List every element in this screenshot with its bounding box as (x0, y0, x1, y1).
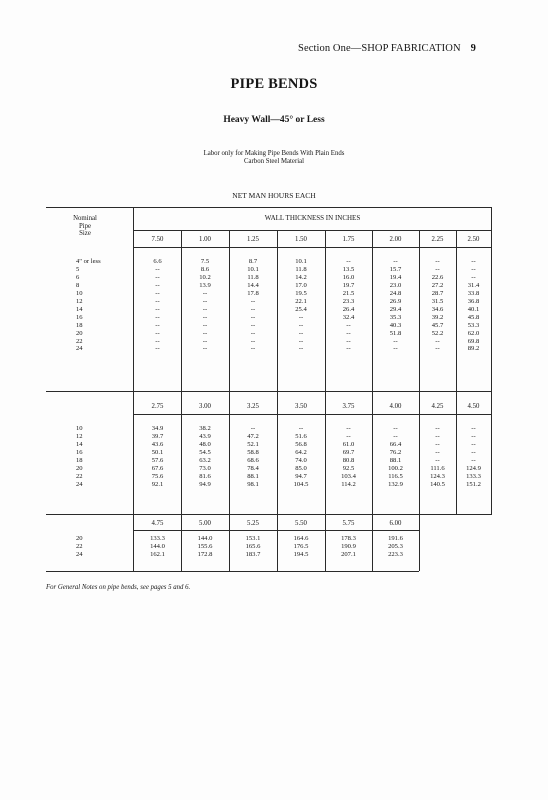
table-rule (134, 247, 491, 248)
man-hours-cell: 32.4 (342, 313, 355, 321)
man-hours-cell: 124.3 (430, 472, 445, 480)
man-hours-cell: 10.2 (199, 273, 211, 281)
page-title: PIPE BENDS (230, 76, 318, 92)
man-hours-cell: 207.1 (341, 550, 356, 558)
man-hours-cell: -- (202, 345, 208, 353)
man-hours-cell: 14.2 (295, 273, 307, 281)
table-rule (134, 230, 491, 231)
thickness-header: 1.50 (295, 236, 307, 243)
thickness-header: 3.75 (342, 403, 355, 410)
pipe-size-cell: 10 (76, 425, 83, 432)
man-hours-cell: 191.6 (388, 535, 403, 542)
man-hours-cell: 23.0 (389, 281, 402, 289)
man-hours-cell: 103.4 (341, 472, 356, 480)
man-hours-cell: 45.8 (467, 313, 480, 321)
thickness-header: 4.00 (389, 403, 402, 410)
man-hours-cell: -- (435, 265, 440, 273)
man-hours-cell: 40.1 (467, 305, 480, 313)
man-hours-cell: -- (393, 345, 398, 353)
man-hours-cell: -- (155, 273, 160, 281)
man-hours-cell: 153.1 (245, 535, 261, 542)
man-hours-cell: -- (393, 258, 398, 265)
man-hours-cell: 61.0 (342, 440, 355, 448)
description-line: Labor only for Making Pipe Bends With Plain Ends (203, 150, 345, 157)
man-hours-cell: -- (155, 321, 160, 329)
man-hours-cell: -- (435, 448, 440, 456)
man-hours-cell: 11.8 (247, 273, 259, 281)
man-hours-cell: 52.1 (247, 440, 259, 448)
man-hours-cell: 25.4 (295, 305, 307, 313)
pipe-size-cell: 22 (76, 472, 83, 480)
man-hours-cell: 69.8 (467, 337, 480, 345)
man-hours-cell: -- (250, 425, 256, 432)
thickness-header: 2.75 (151, 403, 164, 410)
man-hours-cell: -- (250, 321, 256, 329)
man-hours-cell: 10.1 (247, 265, 259, 273)
pipe-size-cell: 22 (76, 542, 83, 550)
man-hours-cell: 35.3 (389, 313, 402, 321)
man-hours-cell: 53.3 (467, 321, 480, 329)
man-hours-cell: 111.6 (430, 464, 445, 472)
thickness-header: 4.75 (151, 520, 164, 527)
man-hours-cell: 67.6 (151, 464, 164, 472)
man-hours-cell: 40.3 (389, 321, 402, 329)
man-hours-cell: 205.3 (388, 542, 403, 550)
thickness-header: 2.25 (431, 236, 444, 243)
man-hours-cell: 190.9 (341, 542, 356, 550)
man-hours-cell: -- (155, 345, 160, 353)
man-hours-cell: -- (298, 313, 304, 321)
table-rule (46, 571, 419, 572)
man-hours-cell: 92.5 (342, 464, 355, 472)
pipe-size-cell: 16 (76, 313, 83, 321)
man-hours-cell: -- (435, 432, 440, 440)
man-hours-cell: 33.8 (467, 289, 480, 297)
man-hours-cell: 88.1 (389, 456, 402, 464)
man-hours-cell: -- (346, 432, 351, 440)
man-hours-cell: 78.4 (247, 464, 259, 472)
man-hours-cell: -- (471, 265, 476, 273)
man-hours-cell: 36.8 (467, 297, 480, 305)
thickness-header: 5.00 (199, 520, 211, 527)
man-hours-cell: 62.0 (467, 329, 480, 337)
header-line: Pipe (78, 222, 92, 230)
thickness-header: 2.00 (389, 236, 402, 243)
man-hours-cell: -- (298, 345, 304, 353)
man-hours-cell: 11.8 (295, 265, 307, 273)
man-hours-cell: 24.8 (389, 289, 402, 297)
man-hours-cell: -- (393, 337, 398, 345)
table-title: NET MAN HOURS EACH (232, 191, 316, 200)
man-hours-cell: 172.8 (197, 550, 213, 558)
man-hours-cell: 76.2 (389, 448, 402, 456)
man-hours-cell: -- (435, 456, 440, 464)
man-hours-cell: -- (471, 432, 476, 440)
man-hours-cell: -- (250, 337, 256, 345)
man-hours-cell: 63.2 (199, 456, 211, 464)
man-hours-cell: -- (202, 289, 208, 297)
man-hours-cell: -- (250, 345, 256, 353)
pipe-size-cell: 5 (76, 265, 80, 273)
pipe-size-cell: 24 (76, 345, 83, 353)
man-hours-cell: 43.9 (199, 432, 211, 440)
man-hours-cell: 27.2 (431, 281, 444, 289)
pipe-size-cell: 12 (76, 297, 83, 305)
man-hours-cell: 132.9 (388, 480, 403, 488)
man-hours-cell: -- (346, 329, 351, 337)
man-hours-cell: 80.8 (342, 456, 355, 464)
pipe-size-cell: 20 (76, 329, 83, 337)
thickness-header: 3.00 (199, 403, 211, 410)
man-hours-cell: 94.7 (295, 472, 307, 480)
man-hours-cell: 56.8 (295, 440, 307, 448)
man-hours-cell: 7.5 (200, 258, 210, 265)
man-hours-cell: 144.0 (197, 535, 213, 542)
pipe-size-cell: 8 (76, 281, 80, 289)
man-hours-cell: 58.8 (247, 448, 259, 456)
man-hours-cell: 54.5 (199, 448, 211, 456)
man-hours-cell: 98.1 (247, 480, 259, 488)
man-hours-cell: -- (298, 329, 304, 337)
man-hours-cell: -- (471, 440, 476, 448)
thickness-header: 6.00 (389, 520, 402, 527)
man-hours-cell: -- (435, 258, 440, 265)
pipe-size-cell: 16 (76, 448, 83, 456)
man-hours-cell: 8.6 (200, 265, 210, 273)
man-hours-cell: -- (202, 313, 208, 321)
pipe-size-cell: 4" or less (76, 258, 101, 265)
man-hours-cell: 21.5 (342, 289, 355, 297)
thickness-header: 7.50 (151, 236, 164, 243)
man-hours-cell: 22.1 (295, 297, 307, 305)
man-hours-cell: 57.6 (151, 456, 164, 464)
man-hours-cell: 114.2 (341, 480, 356, 488)
man-hours-cell: -- (155, 297, 160, 305)
table-rule (46, 207, 491, 208)
man-hours-cell: -- (298, 337, 304, 345)
man-hours-cell: -- (250, 329, 256, 337)
man-hours-cell: 178.3 (341, 535, 356, 542)
section-title: Section One—SHOP FABRICATION (298, 43, 461, 54)
man-hours-cell: 223.3 (388, 550, 403, 558)
man-hours-cell: 116.5 (388, 472, 403, 480)
man-hours-cell: -- (471, 258, 476, 265)
man-hours-cell: 68.6 (247, 456, 259, 464)
man-hours-cell: 31.4 (467, 281, 480, 289)
pipe-size-cell: 24 (76, 550, 83, 558)
man-hours-cell: 66.4 (389, 440, 402, 448)
man-hours-cell: 14.4 (247, 281, 259, 289)
man-hours-cell: 19.7 (342, 281, 355, 289)
thickness-header: 4.25 (431, 403, 444, 410)
man-hours-cell: 92.1 (151, 480, 164, 488)
man-hours-cell: 183.7 (245, 550, 261, 558)
nominal-pipe-size-header (50, 215, 120, 238)
pipe-size-cell: 14 (76, 440, 83, 448)
man-hours-cell: -- (250, 313, 256, 321)
man-hours-cell: 73.0 (199, 464, 211, 472)
thickness-header: 4.50 (467, 403, 480, 410)
man-hours-cell: -- (202, 321, 208, 329)
man-hours-cell: -- (346, 321, 351, 329)
man-hours-cell: -- (202, 337, 208, 345)
man-hours-cell: -- (298, 321, 304, 329)
running-header (298, 43, 476, 54)
man-hours-cell: 81.6 (199, 472, 211, 480)
man-hours-cell: 88.1 (247, 472, 259, 480)
man-hours-cell: 10.1 (295, 258, 307, 265)
thickness-header: 3.50 (295, 403, 307, 410)
man-hours-cell: 16.0 (342, 273, 355, 281)
table-rule (46, 391, 491, 392)
pipe-size-cell: 6 (76, 273, 80, 281)
man-hours-cell: 6.6 (153, 258, 162, 265)
man-hours-cell: -- (155, 313, 160, 321)
man-hours-cell: 75.6 (151, 472, 164, 480)
man-hours-cell: -- (471, 273, 476, 281)
man-hours-cell: 74.0 (295, 456, 307, 464)
man-hours-cell: -- (202, 297, 208, 305)
man-hours-cell: 13.5 (342, 265, 355, 273)
man-hours-cell: 51.6 (295, 432, 307, 440)
man-hours-cell: 51.8 (389, 329, 402, 337)
header-line: Nominal (73, 215, 97, 222)
man-hours-cell: 52.2 (431, 329, 444, 337)
man-hours-cell: -- (298, 425, 304, 432)
man-hours-cell: 124.9 (466, 464, 481, 472)
man-hours-cell: 15.7 (389, 265, 402, 273)
man-hours-cell: 133.3 (150, 535, 165, 542)
thickness-header: 1.25 (247, 236, 259, 243)
man-hours-cell: 165.6 (245, 542, 261, 550)
man-hours-cell: -- (435, 337, 440, 345)
man-hours-cell: -- (346, 425, 351, 432)
man-hours-cell: 100.2 (388, 464, 403, 472)
man-hours-cell: 48.0 (199, 440, 211, 448)
man-hours-cell: 155.6 (197, 542, 213, 550)
man-hours-cell: -- (346, 337, 351, 345)
man-hours-cell: 28.7 (431, 289, 444, 297)
description-line: Carbon Steel Material (243, 158, 305, 165)
man-hours-cell: 47.2 (247, 432, 259, 440)
man-hours-cell: -- (471, 456, 476, 464)
man-hours-cell: 43.6 (151, 440, 164, 448)
man-hours-cell: 39.7 (151, 432, 164, 440)
man-hours-cell: -- (202, 329, 208, 337)
table-rule (491, 207, 492, 515)
wall-thickness-header: WALL THICKNESS IN INCHES (264, 214, 361, 222)
man-hours-cell: 19.4 (389, 273, 402, 281)
man-hours-cell: 22.6 (431, 273, 444, 281)
man-hours-cell: 162.1 (150, 550, 165, 558)
pipe-size-cell: 22 (76, 337, 83, 345)
man-hours-cell: 39.2 (431, 313, 444, 321)
man-hours-cell: 69.7 (342, 448, 355, 456)
man-hours-cell: 19.5 (295, 289, 307, 297)
man-hours-cell: 34.9 (151, 425, 164, 432)
thickness-header: 1.75 (342, 236, 355, 243)
man-hours-cell: 26.9 (389, 297, 402, 305)
man-hours-cell: -- (435, 440, 440, 448)
thickness-header: 1.00 (199, 236, 211, 243)
thickness-header: 5.75 (342, 520, 355, 527)
man-hours-cell: 26.4 (342, 305, 355, 313)
man-hours-cell: 31.5 (431, 297, 444, 305)
man-hours-cell: 151.2 (466, 480, 481, 488)
pipe-size-cell: 18 (76, 456, 83, 464)
pipe-size-cell: 20 (76, 535, 83, 542)
man-hours-cell: -- (393, 432, 398, 440)
man-hours-cell: 38.2 (199, 425, 211, 432)
man-hours-cell: -- (250, 297, 256, 305)
man-hours-cell: 194.5 (293, 550, 309, 558)
man-hours-cell: -- (471, 425, 476, 432)
man-hours-cell: -- (202, 305, 208, 313)
man-hours-cell: -- (155, 265, 160, 273)
man-hours-cell: -- (155, 305, 160, 313)
man-hours-cell: -- (393, 425, 398, 432)
man-hours-cell: -- (435, 425, 440, 432)
thickness-header: 5.25 (247, 520, 259, 527)
page-number: 9 (470, 43, 476, 54)
pipe-size-cell: 12 (76, 432, 83, 440)
man-hours-cell: 144.0 (150, 542, 165, 550)
man-hours-cell: -- (250, 305, 256, 313)
pipe-size-cell: 14 (76, 305, 83, 313)
table-rule (134, 414, 491, 415)
pipe-size-cell: 20 (76, 464, 83, 472)
man-hours-cell: -- (155, 329, 160, 337)
man-hours-cell: 45.7 (431, 321, 444, 329)
man-hours-cell: 164.6 (293, 535, 309, 542)
man-hours-cell: 133.3 (466, 472, 481, 480)
man-hours-cell: -- (435, 345, 440, 353)
pipe-size-cell: 24 (76, 480, 83, 488)
man-hours-cell: 29.4 (389, 305, 402, 313)
man-hours-cell: -- (346, 345, 351, 353)
header-line: Size (79, 230, 91, 237)
man-hours-cell: 176.5 (293, 542, 309, 550)
pipe-size-cell: 18 (76, 321, 83, 329)
man-hours-cell: 23.3 (342, 297, 355, 305)
thickness-header: 5.50 (295, 520, 307, 527)
pipe-size-cell: 10 (76, 289, 83, 297)
man-hours-cell: 64.2 (295, 448, 307, 456)
man-hours-cell: 34.6 (431, 305, 444, 313)
man-hours-cell: -- (471, 448, 476, 456)
man-hours-cell: 85.0 (295, 464, 307, 472)
table-rule (46, 514, 491, 515)
man-hours-cell: 94.9 (199, 480, 211, 488)
man-hours-cell: 89.2 (467, 345, 480, 353)
page-subtitle: Heavy Wall—45° or Less (223, 115, 325, 125)
man-hours-cell: 104.5 (293, 480, 309, 488)
man-hours-cell: 13.9 (199, 281, 211, 289)
man-hours-cell: 17.0 (295, 281, 307, 289)
man-hours-cell: -- (155, 289, 160, 297)
thickness-header: 2.50 (467, 236, 480, 243)
man-hours-cell: 8.7 (248, 258, 258, 265)
man-hours-cell: 140.5 (430, 480, 445, 488)
man-hours-cell: -- (155, 281, 160, 289)
man-hours-cell: 17.8 (247, 289, 259, 297)
man-hours-cell: 50.1 (151, 448, 164, 456)
footnote: For General Notes on pipe bends, see pages 5 and 6. (46, 584, 191, 591)
thickness-header: 3.25 (247, 403, 259, 410)
man-hours-cell: -- (155, 337, 160, 345)
man-hours-cell: -- (346, 258, 351, 265)
